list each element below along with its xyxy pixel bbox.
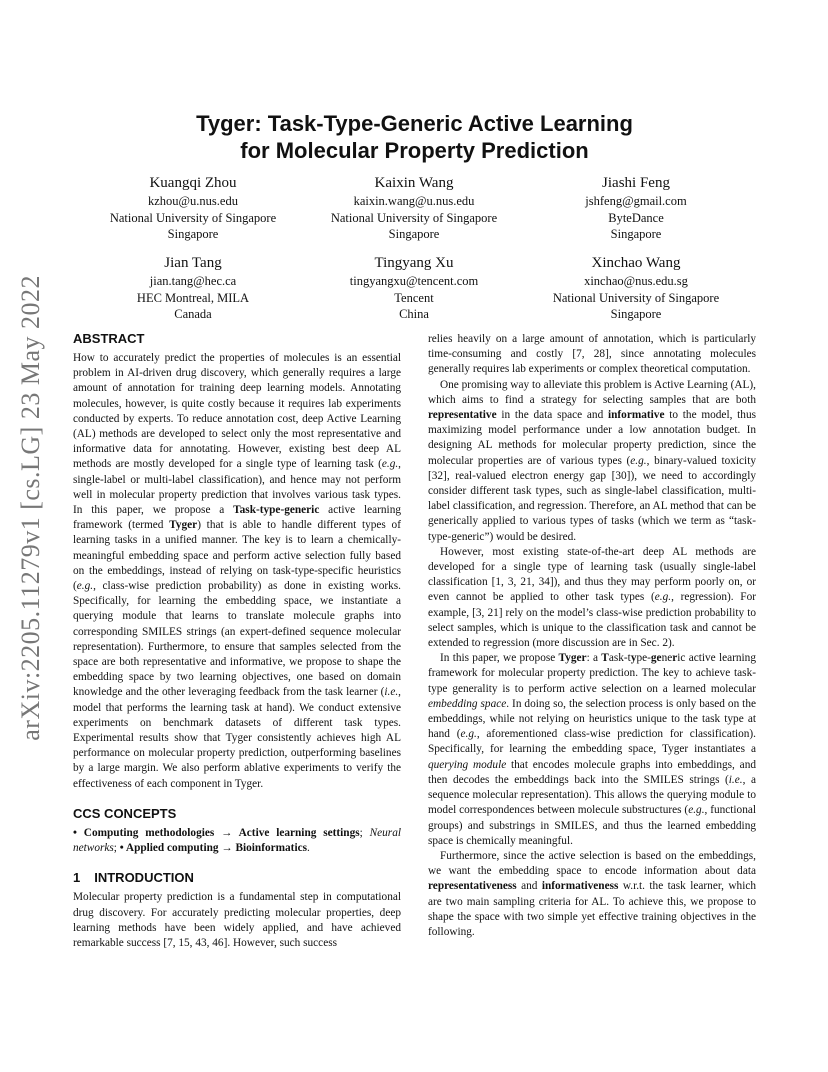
body-paragraph: relies heavily on a large amount of annotation, which is particularly time-consuming and costly [7, 28], since annotating molecules generally requires lab experiments or complex theoretical computation. xyxy=(428,333,756,376)
ccs-concepts: • Computing methodologies → Active learning settings; Neural networks; • Applied computing → Bioinformatics. xyxy=(73,826,401,855)
author-country: Singapore xyxy=(167,227,219,241)
author-affiliation: HEC Montreal, MILA xyxy=(136,290,250,305)
ccs-heading: CCS CONCEPTS xyxy=(73,805,177,821)
author-affiliation: National University of Singapore xyxy=(552,290,720,305)
author-name: Jian Tang xyxy=(164,255,222,271)
author-name: Xinchao Wang xyxy=(591,255,681,271)
paper-title xyxy=(73,110,756,164)
title-line-2: for Molecular Property Prediction xyxy=(240,138,589,163)
author-country: Singapore xyxy=(610,227,662,241)
author-email: jshfeng@gmail.com xyxy=(585,194,687,208)
body-paragraph: Furthermore, since the active selection is based on the embeddings, we want the embedding space to encode information about data representativeness and informativeness w.r.t. the task learner, which are two main sampling criteria for AL. To achieve this, we propose to shape the space with two simple yet effective training objectives in the following. xyxy=(428,849,756,938)
right-column xyxy=(428,332,756,940)
author-email: kaixin.wang@u.nus.edu xyxy=(353,194,475,208)
author-block xyxy=(73,173,313,243)
author-affiliation: National University of Singapore xyxy=(330,210,498,225)
section-title: INTRODUCTION xyxy=(94,870,194,886)
author-name: Kaixin Wang xyxy=(374,175,454,191)
author-block xyxy=(294,253,534,323)
body-paragraph: However, most existing state-of-the-art deep AL methods are developed for a single type of learning task (usually single-label classification [1, 3, 21, 34]), and thus they may perform poorly on, or even cannot be applied to other task types (e.g., regression). For example, [3, 21] rely on the model’s class-wise prediction probability to select samples, which is unique to the classification task and cannot be extended to regression (more discussion are in Sec. 2). xyxy=(428,545,756,650)
author-email: jian.tang@hec.ca xyxy=(149,274,237,288)
author-email: kzhou@u.nus.edu xyxy=(148,194,238,208)
author-country: Singapore xyxy=(610,307,662,321)
author-email: tingyangxu@tencent.com xyxy=(349,274,479,288)
author-block xyxy=(294,173,534,243)
author-name: Jiashi Feng xyxy=(602,175,670,191)
author-email: xinchao@nus.edu.sg xyxy=(584,274,688,288)
left-column xyxy=(73,331,401,951)
abstract-paragraph: How to accurately predict the properties of molecules is an essential problem in AI-driven drug discovery, which generally requires a large amount of annotation for training deep learning models. Annotating molecules, however, is quite costly because it requires lab experiments conducted by experts. To reduce annotation cost, deep Active Learning (AL) methods are developed to select only the most representative and informative data for annotating. However, existing best deep AL methods are mostly developed for a single type of learning task (e.g., single-label or multi-label classification), and hence may not perform well in molecular property prediction that involves various task types. In this paper, we propose a Task-type-generic active learning framework (termed Tyger) that is able to handle different types of learning tasks in a unified manner. The key is to learn a chemically-meaningful embedding space and perform active selection fully based on the embeddings, instead of relying on task-type-specific heuristics (e.g., class-wise prediction probability) as done in existing works. Specifically, for learning the embedding space, we instantiate a querying module that learns to translate molecule graphs into corresponding SMILES strings (an expert-defined sequence molecular representation). Furthermore, to ensure that samples selected from the space are both representative and informative, we propose to shape the embedding space by two learning objectives, one based on domain knowledge and the other leveraging feedback from the task learner (i.e., model that performs the learning task at hand). We conduct extensive experiments on benchmark datasets of different task types. Experimental results show that Tyger consistently achieves high AL performance on molecular property prediction, outperforming baselines by a large margin. We also perform ablative experiments to verify the effectiveness of each component in Tyger. xyxy=(73,352,401,790)
author-country: Singapore xyxy=(388,227,440,241)
author-name: Tingyang Xu xyxy=(374,255,454,271)
author-name: Kuangqi Zhou xyxy=(149,175,237,191)
section-number: 1 xyxy=(73,870,81,886)
author-country: China xyxy=(399,307,429,321)
author-block xyxy=(516,253,756,323)
author-affiliation: National University of Singapore xyxy=(109,210,277,225)
abstract-heading: ABSTRACT xyxy=(73,331,145,346)
author-block xyxy=(516,173,756,243)
section-heading xyxy=(73,870,401,886)
arxiv-sidebar xyxy=(8,228,54,788)
arxiv-identifier: arXiv:2205.11279v1 [cs.LG] 23 May 2022 xyxy=(16,275,45,741)
body-paragraph: One promising way to alleviate this problem is Active Learning (AL), which aims to find a strategy for selecting samples that are both representative in the data space and informative to the model, thus maximizing model performance under a low annotation budget. In designing AL methods for molecular property prediction, since the molecular properties are of various types (e.g., binary-valued toxicity [32], real-valued electron energy gap [30]), we need to accordingly consider different task types, such as single-label classification, multi-label classification, and regression. Therefore, an AL method that can be generically applied to various types of tasks (which we term as “task-type-generic”) would be desired. xyxy=(428,378,757,543)
author-country: Canada xyxy=(174,307,212,321)
author-affiliation: ByteDance xyxy=(608,210,664,225)
body-paragraph: In this paper, we propose Tyger: a Task-type-generic active learning framework for molecular property prediction. The key to achieve task-type generality is to perform active selection on a learned molecular embedding space. In doing so, the selection process is only based on the embeddings, while not relying on heuristics unique to the task type at hand (e.g., aforementioned class-wise prediction for classification). Specifically, for learning the embedding space, Tyger instantiates a querying module that encodes molecule graphs into embeddings, and then decodes the embeddings back into the SMILES strings (i.e., a sequence molecular representation). This allows the querying module to model correspondences between molecule substructures (e.g., functional groups) and substrings in SMILES, and thus the learned embedding space is chemically meaningful. xyxy=(428,652,756,847)
author-block xyxy=(73,253,313,323)
body-paragraph: Molecular property prediction is a fundamental step in computational drug discovery. For accurately predicting molecular properties, deep learning methods have been widely applied, and have achieved remarkable success [7, 15, 43, 46]. However, such success xyxy=(73,891,401,949)
author-affiliation: Tencent xyxy=(394,290,434,305)
title-line-1: Tyger: Task-Type-Generic Active Learning xyxy=(196,111,633,136)
